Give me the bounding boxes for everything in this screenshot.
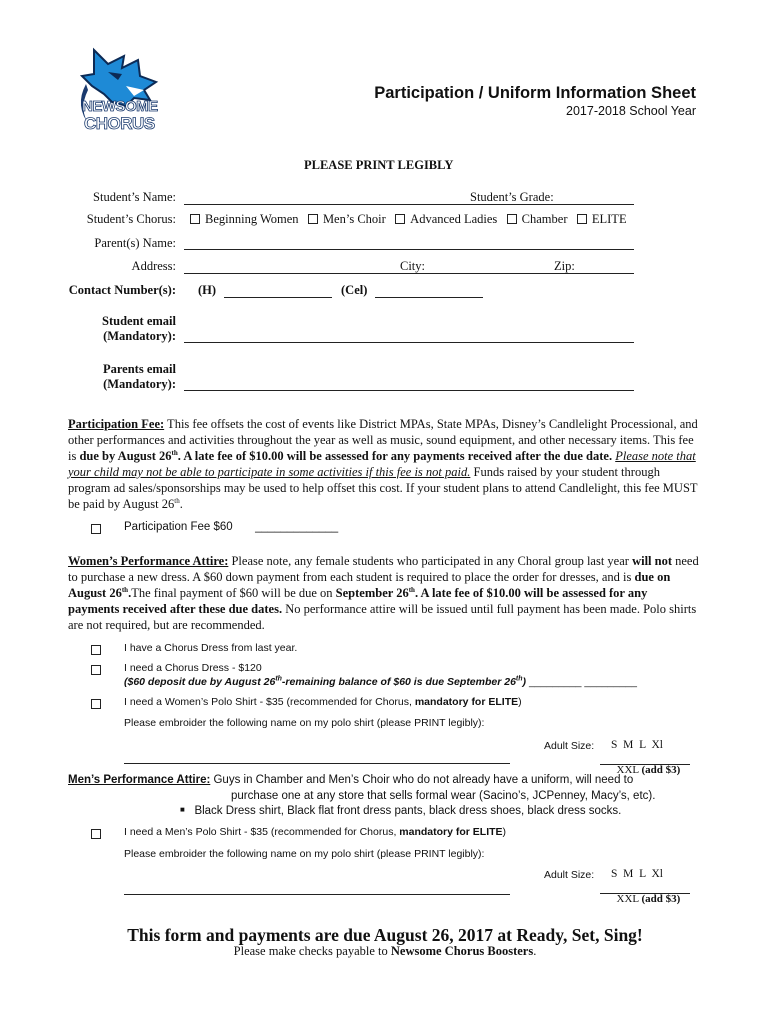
chorus-options bbox=[190, 212, 627, 227]
womens-adult-size-label: Adult Size: bbox=[544, 740, 595, 752]
womens-embroider-text: Please embroider the following name on my polo shirt (please PRINT legibly): bbox=[124, 717, 485, 729]
print-notice: PLEASE PRINT LEGIBLY bbox=[304, 158, 454, 172]
address-label: Address: bbox=[131, 259, 176, 273]
participation-fee-item: Participation Fee $60 _____________ bbox=[124, 521, 339, 533]
student-email-label: Student email (Mandatory): bbox=[102, 314, 176, 343]
womens-item1-checkbox[interactable] bbox=[91, 645, 101, 655]
parents-email-label: Parents email (Mandatory): bbox=[102, 362, 176, 391]
chorus-option-advanced-ladies[interactable]: Advanced Ladies bbox=[395, 212, 497, 226]
student-chorus-label: Student’s Chorus: bbox=[86, 212, 176, 226]
checkbox[interactable] bbox=[395, 214, 405, 224]
chorus-option-elite[interactable]: ELITE bbox=[577, 212, 627, 226]
chorus-option-mens-choir[interactable]: Men’s Choir bbox=[308, 212, 386, 226]
mens-attire-bullet: ■ Black Dress shirt, Black flat front dress pants, black dress shoes, black dress socks. bbox=[180, 805, 622, 817]
womens-embroider-field[interactable] bbox=[124, 763, 510, 764]
womens-attire-paragraph: Women’s Performance Attire: Please note, any female students who participated in any Choral group last year will not need to purchase a new dress. A $60 down payment from each student is required to place the order for dresses, and is due on August 26th.The final payment of $60 will be due on September 26th. A late fee of $10.00 will be assessed for any payments received after these due dates. No performance attire will be issued until full payment has been made. Polo shirts are not required, but are recommended. bbox=[68, 554, 699, 632]
mens-xxl-option[interactable]: XXL (add $3) bbox=[616, 893, 681, 905]
participation-fee-paragraph: Participation Fee: This fee offsets the cost of events like District MPAs, State MPAs, Disney’s Candlelight Processional, and other performances and activities throughout the year as well as music, sound equipment, and other necessary items. This fee is due by August 26th. A late fee of $10.00 will be assessed for any payments received after the due date. Please note that your child may not be able to participate in some activities if this fee is not paid. Funds raised by your student through program ad sales/sponsorships may be used to help offset this cost. If your student plans to attend Candlelight, this fee MUST be paid by August 26th. bbox=[68, 417, 698, 511]
cell-phone-field[interactable] bbox=[375, 297, 483, 298]
due-date-headline: This form and payments are due August 26, 2017 at Ready, Set, Sing! bbox=[127, 925, 643, 945]
home-phone-label: (H) bbox=[198, 283, 217, 297]
student-name-field[interactable] bbox=[184, 204, 634, 205]
parents-email-field[interactable] bbox=[184, 390, 634, 391]
womens-size-underline bbox=[600, 764, 690, 765]
mens-size-underline bbox=[600, 893, 690, 894]
student-grade-label: Student’s Grade: bbox=[470, 190, 554, 204]
womens-item2-checkbox[interactable] bbox=[91, 665, 101, 675]
checkbox[interactable] bbox=[190, 214, 200, 224]
home-phone-field[interactable] bbox=[224, 297, 332, 298]
zip-label: Zip: bbox=[554, 259, 575, 273]
womens-item2-note: ($60 deposit due by August 26th-remaining balance of $60 is due September 26th) _________ _________ bbox=[124, 675, 637, 688]
womens-item2: I need a Chorus Dress - $120 bbox=[124, 662, 262, 674]
participation-fee-checkbox[interactable] bbox=[91, 524, 101, 534]
womens-xxl-option[interactable]: XXL (add $3) bbox=[616, 764, 681, 776]
chorus-option-beginning-women[interactable]: Beginning Women bbox=[190, 212, 299, 226]
mens-embroider-text: Please embroider the following name on my polo shirt (please PRINT legibly): bbox=[124, 848, 485, 860]
parent-name-field[interactable] bbox=[184, 249, 634, 250]
mens-polo-checkbox[interactable] bbox=[91, 829, 101, 839]
mens-polo-item: I need a Men’s Polo Shirt - $35 (recommended for Chorus, mandatory for ELITE) bbox=[124, 826, 507, 838]
womens-item3-checkbox[interactable] bbox=[91, 699, 101, 709]
logo-line2: CHORUS bbox=[84, 114, 155, 133]
checkbox[interactable] bbox=[507, 214, 517, 224]
mens-size-options[interactable]: S M L Xl bbox=[611, 868, 663, 880]
city-label: City: bbox=[400, 259, 426, 273]
checks-payable-note: Please make checks payable to Newsome Chorus Boosters. bbox=[233, 944, 537, 958]
mens-attire-line2: purchase one at any store that sells formal wear (Sacino’s, JCPenney, Macy’s, etc). bbox=[231, 790, 656, 802]
checkbox[interactable] bbox=[577, 214, 587, 224]
student-name-label: Student’s Name: bbox=[93, 190, 176, 204]
page-title: Participation / Uniform Information Sheet bbox=[374, 84, 696, 102]
cell-phone-label: (Cel) bbox=[341, 283, 368, 297]
womens-item1: I have a Chorus Dress from last year. bbox=[124, 642, 298, 654]
mens-adult-size-label: Adult Size: bbox=[544, 869, 595, 881]
contact-label: Contact Number(s): bbox=[68, 283, 176, 297]
womens-size-options[interactable]: S M L Xl bbox=[611, 739, 663, 751]
mens-embroider-field[interactable] bbox=[124, 894, 510, 895]
chorus-option-chamber[interactable]: Chamber bbox=[507, 212, 568, 226]
logo-line1: NEWSOME bbox=[82, 98, 158, 115]
chorus-logo bbox=[64, 46, 168, 142]
bullet-icon: ■ bbox=[180, 805, 185, 814]
parent-name-label: Parent(s) Name: bbox=[94, 236, 176, 250]
student-email-field[interactable] bbox=[184, 342, 634, 343]
mens-attire-line1: Men’s Performance Attire: Guys in Chamber and Men’s Choir who do not already have a uniform, will need to bbox=[68, 774, 634, 786]
womens-item3: I need a Women’s Polo Shirt - $35 (recommended for Chorus, mandatory for ELITE) bbox=[124, 696, 522, 708]
school-year: 2017-2018 School Year bbox=[566, 104, 696, 118]
checkbox[interactable] bbox=[308, 214, 318, 224]
